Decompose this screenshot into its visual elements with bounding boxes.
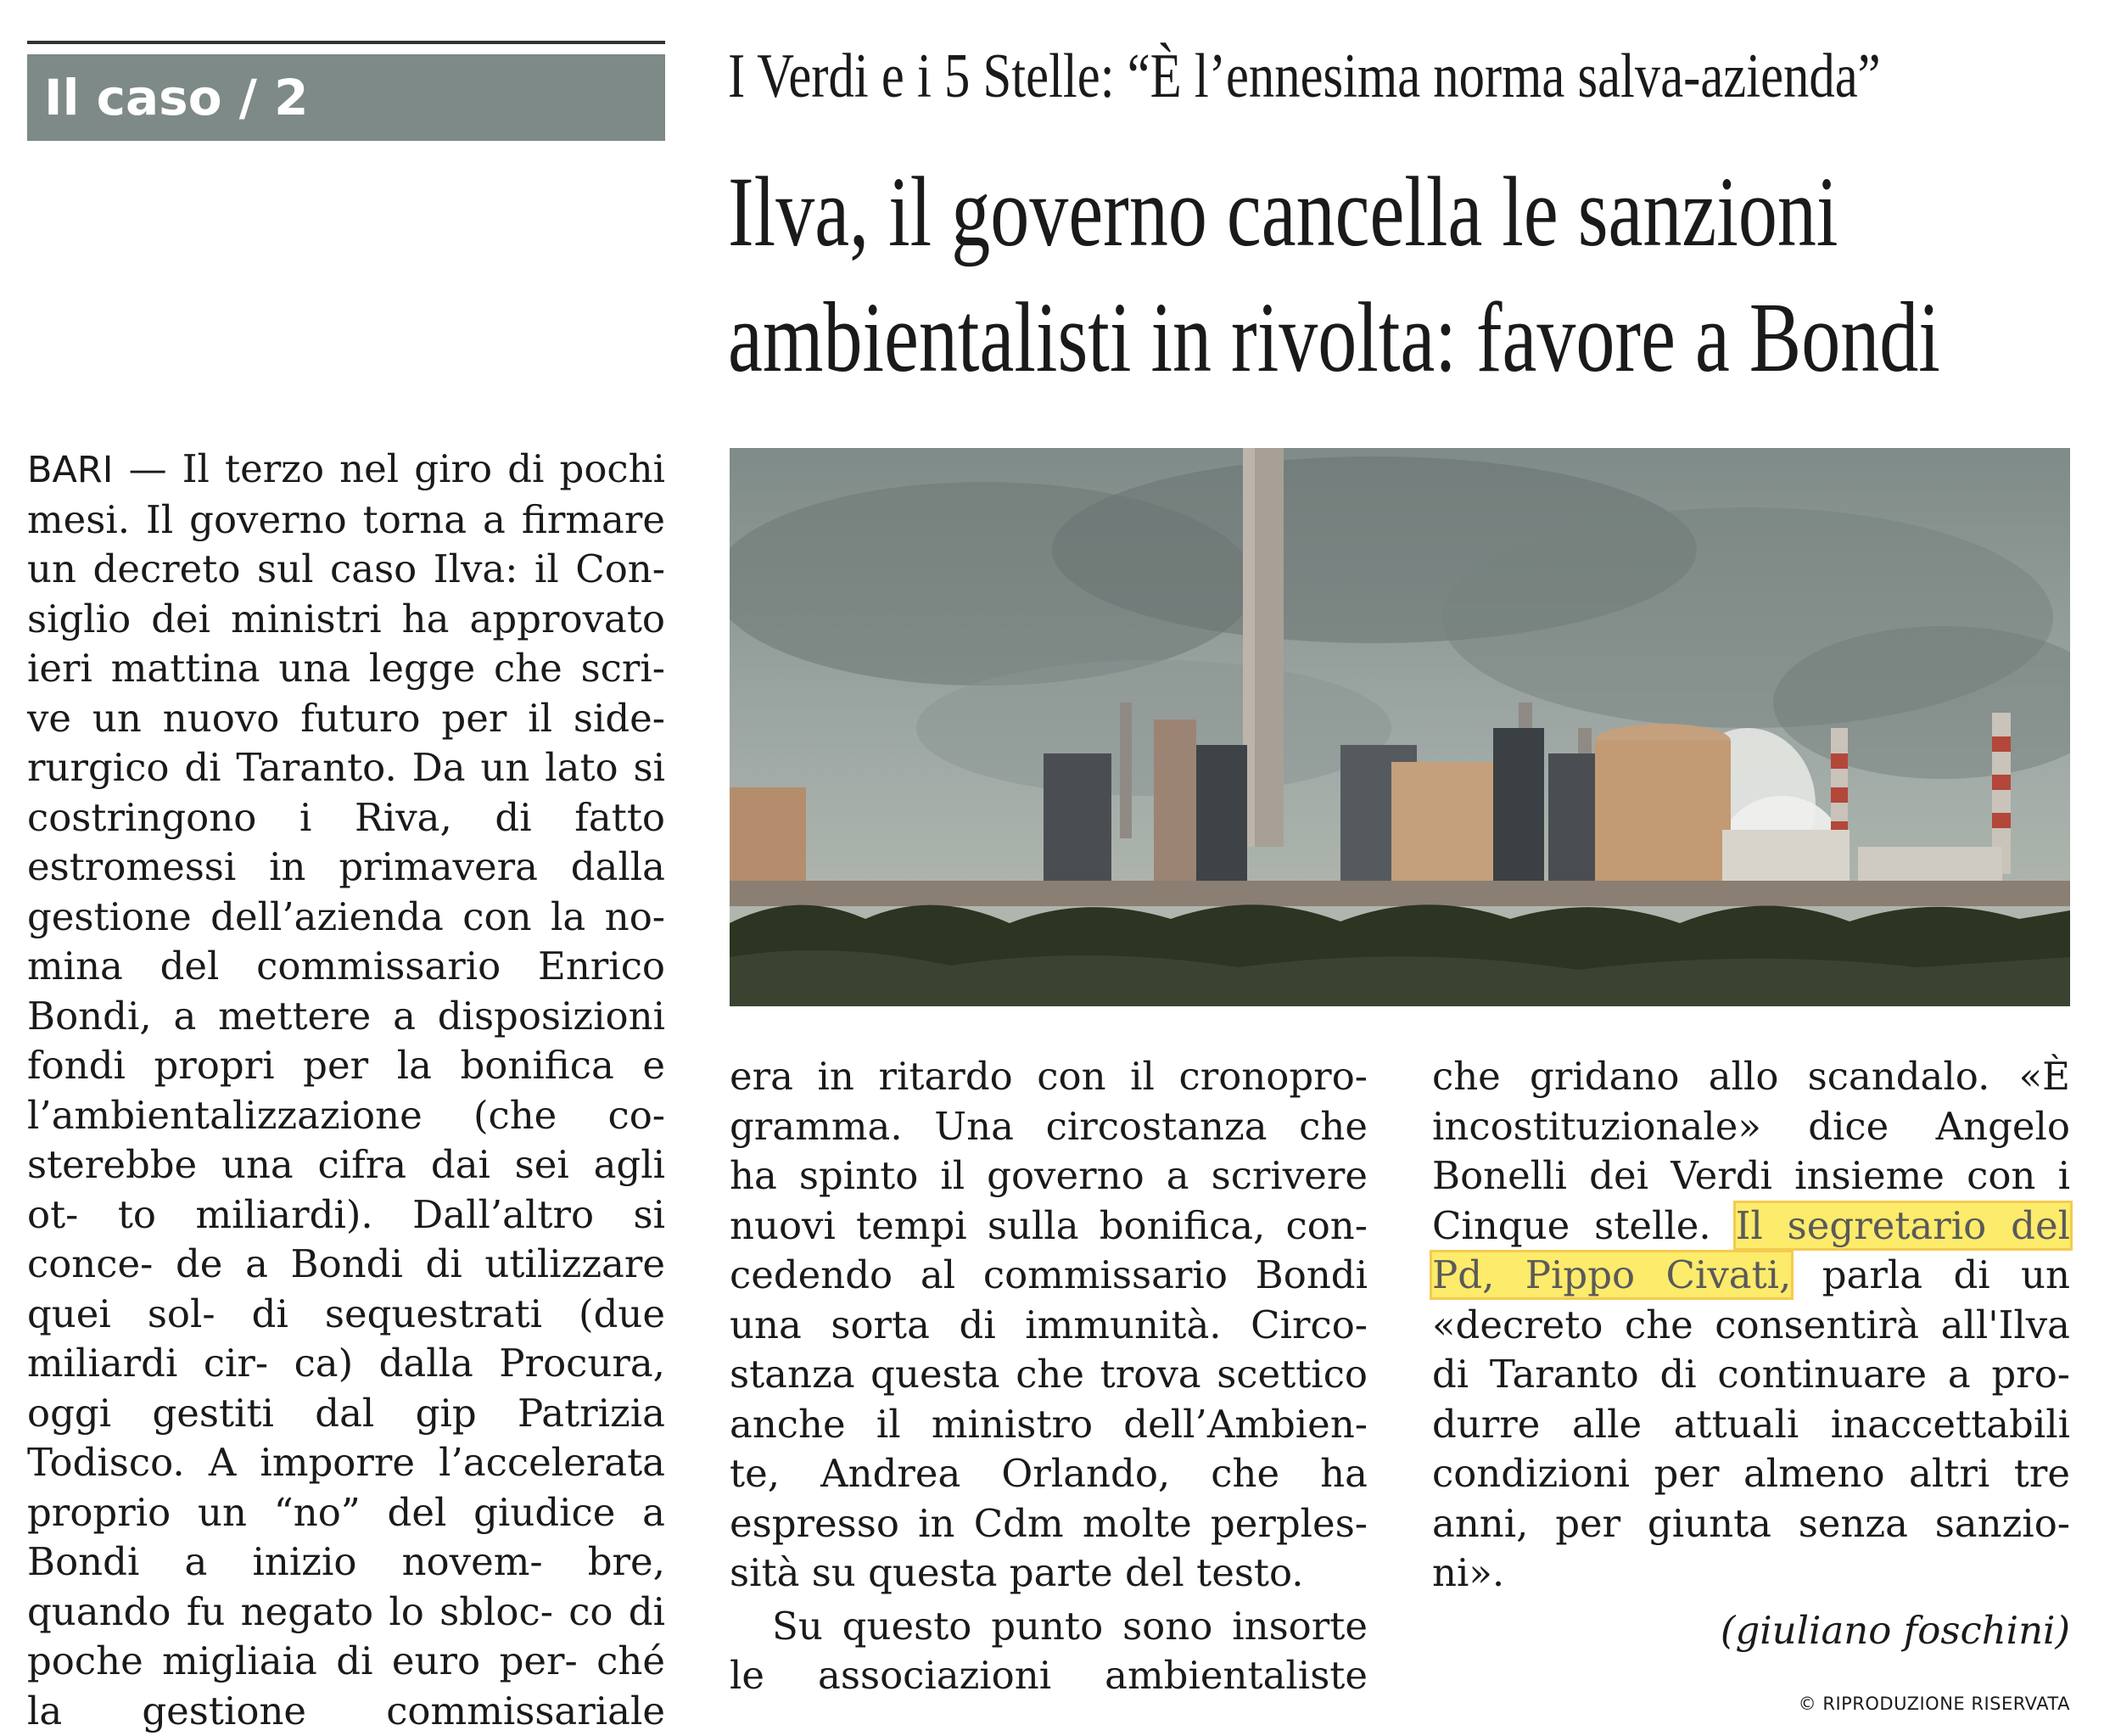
text-line: Bonelli dei Verdi insieme con i <box>1432 1153 2070 1198</box>
headline-line-1: Ilva, il governo cancella le sanzioni <box>728 156 1838 267</box>
text-line: fondi propri per la bonifica e <box>27 1043 665 1088</box>
steel-plant-illustration <box>730 448 2070 1006</box>
section-label: Il caso / 2 <box>27 54 665 141</box>
text-line: giudice a Bondi a inizio novem- <box>27 1489 665 1584</box>
text-line: era in ritardo con il cronopro- <box>730 1054 1368 1099</box>
highlighted-text: Pd, Pippo Civati, <box>1432 1252 1792 1297</box>
text-line: stanza questa che trova scettico <box>730 1352 1368 1397</box>
text-line: nuovi tempi sulla bonifica, con- <box>730 1202 1368 1248</box>
text-line: che gridano allo scandalo. «È <box>1432 1054 2070 1099</box>
article-paragraph-1 <box>27 445 665 1736</box>
text-line-last: ni». <box>1432 1550 1505 1595</box>
text-line: mina del commissario Enrico <box>27 944 665 988</box>
text-line: di Taranto di continuare a pro- <box>1432 1352 2070 1397</box>
text-line: mesi. Il governo torna a firmare <box>27 496 665 542</box>
text-line: le associazioni ambientaliste <box>730 1653 1368 1698</box>
text-line: to miliardi). Dall’altro si conce- <box>27 1191 665 1286</box>
text-line: durre alle attuali inaccettabili <box>1432 1401 2070 1447</box>
text-line: ché la gestione commissariale <box>27 1638 665 1733</box>
text-line: estromessi in primavera dalla <box>27 844 665 889</box>
text-line: parla di un <box>1791 1252 2070 1297</box>
text-line: ieri mattina una legge che scri- <box>27 646 665 691</box>
text-line: Il terzo nel giro di pochi <box>182 446 666 491</box>
text-line: anni, per giunta senza sanzio- <box>1432 1500 2070 1546</box>
text-line: gip Patrizia Todisco. A imporre <box>27 1390 665 1485</box>
article-column-1 <box>27 445 666 1733</box>
text-line: «decreto che consentirà all'Ilva <box>1432 1302 2070 1347</box>
kicker: I Verdi e i 5 Stelle: “È l’ennesima norma salva-azienda” <box>728 42 1881 111</box>
text-line: ha spinto il governo a scrivere <box>730 1153 1368 1198</box>
section-rule <box>27 41 665 44</box>
text-line: rurgico di Taranto. Da un lato si <box>27 745 665 790</box>
text-line: costringono i Riva, di fatto <box>27 794 665 840</box>
text-line: sterebbe una cifra dai sei agli ot- <box>27 1142 665 1237</box>
text-line: co di poche migliaia di euro per- <box>27 1588 665 1683</box>
text-line: una sorta di immunità. Circo- <box>730 1302 1368 1347</box>
text-line: incostituzionale» dice Angelo <box>1432 1103 2070 1149</box>
text-line: Cinque stelle. <box>1432 1202 1736 1248</box>
steel-plant-photo <box>730 448 2070 1006</box>
text-line: gramma. Una circostanza che <box>730 1103 1368 1149</box>
author-signature: (giuliano foschini) <box>1720 1608 2070 1653</box>
text-line-last: sità su questa parte del testo. <box>730 1550 1304 1595</box>
article-column-2 <box>730 1052 1368 1701</box>
text-line: ve un nuovo futuro per il side- <box>27 695 665 741</box>
text-line: ca) dalla Procura, oggi gestiti dal <box>27 1341 665 1436</box>
text-line: di sequestrati (due miliardi cir- <box>27 1291 666 1386</box>
article-paragraph-2-cont <box>1432 1052 2070 1599</box>
text-line: anche il ministro dell’Ambien- <box>730 1401 1368 1447</box>
article-paragraph-2 <box>730 1602 1368 1701</box>
article-paragraph-1-cont <box>730 1052 1368 1599</box>
text-line: l’accelerata proprio un “no” del <box>27 1440 665 1535</box>
text-line: de a Bondi di utilizzare quei sol- <box>27 1241 665 1336</box>
text-line: bre, quando fu negato lo sbloc- <box>27 1539 665 1634</box>
article-column-3 <box>1432 1052 2070 1599</box>
text-line: un decreto sul caso Ilva: il Con- <box>27 546 665 591</box>
dateline-dash: — <box>113 446 182 491</box>
headline-line-2: ambientalisti in rivolta: favore a Bondi <box>728 282 1940 393</box>
text-line: gestione dell’azienda con la no- <box>27 893 665 939</box>
copyright-notice: © RIPRODUZIONE RISERVATA <box>1798 1694 2070 1714</box>
text-line: Bondi, a mettere a disposizioni <box>27 993 665 1039</box>
text-line: l’ambientalizzazione (che co- <box>27 1092 665 1138</box>
headline <box>728 149 1985 400</box>
dateline: BARI <box>27 449 114 491</box>
text-line: te, Andrea Orlando, che ha <box>730 1451 1368 1496</box>
text-line: espresso in Cdm molte perples- <box>730 1500 1368 1546</box>
text-line: Su questo punto sono insorte <box>772 1603 1368 1649</box>
text-line: siglio dei ministri ha approvato <box>27 596 665 641</box>
text-line: cedendo al commissario Bondi <box>730 1252 1368 1297</box>
highlighted-text: Il segretario del <box>1735 1202 2071 1248</box>
text-line: condizioni per almeno altri tre <box>1432 1451 2070 1496</box>
